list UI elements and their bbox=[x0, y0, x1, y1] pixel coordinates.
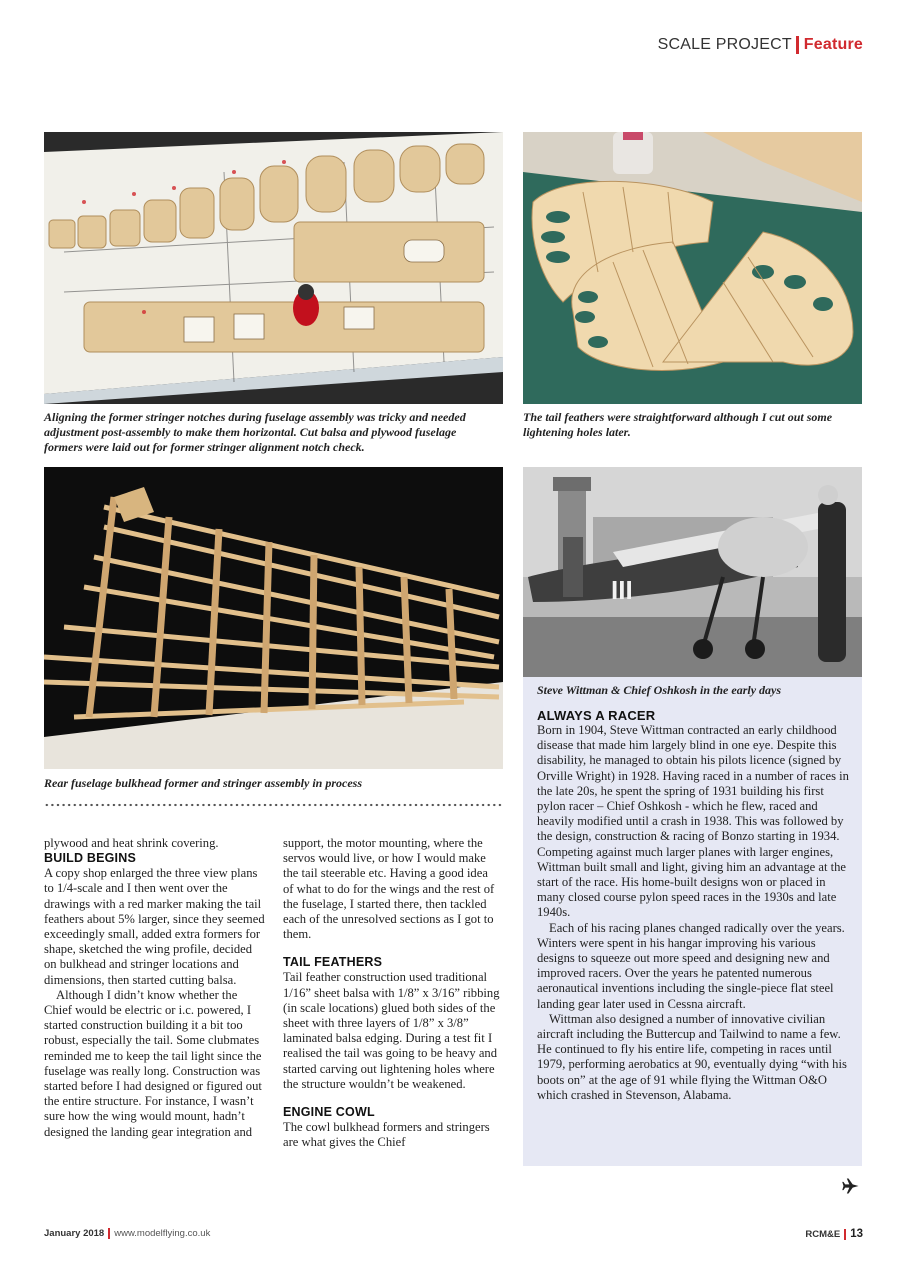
header-divider bbox=[796, 36, 799, 54]
photo-fuselage-assembly bbox=[44, 467, 503, 769]
footer-left bbox=[44, 1228, 210, 1239]
body-column-1 bbox=[44, 836, 266, 1140]
footer-date: January 2018 bbox=[44, 1228, 105, 1239]
page-number: 13 bbox=[850, 1228, 863, 1240]
feature-label: Feature bbox=[803, 36, 863, 53]
heading-tail-feathers: TAIL FEATHERS bbox=[283, 955, 383, 970]
footer-url[interactable]: www.modelflying.co.uk bbox=[114, 1228, 211, 1239]
sidebar-paragraph-3: Wittman also designed a number of innovative civilian aircraft including the Buttercup and Tailwind to name a few. He continued to fly his entire life, competing in races until 1979, performing aerobatics at 90, eventually dying “with his boots on” at the age of 91 while flying the Wittman O&O which crashed in Stevenson, Alabama. bbox=[537, 1011, 847, 1102]
page-header bbox=[658, 36, 863, 54]
caption-formers: Aligning the former stringer notches during fuselage assembly was tricky and needed adjustment post-assembly to make them horizontal. Cut balsa and plywood fuselage formers were laid out for former stringer alignment notch check. bbox=[44, 410, 466, 454]
footer-magazine: RCM&E bbox=[805, 1228, 841, 1240]
photo-tail-feathers bbox=[523, 132, 862, 404]
heading-engine-cowl: ENGINE COWL bbox=[283, 1105, 375, 1120]
caption-tail: The tail feathers were straightforward although I cut out some lightening holes later. bbox=[523, 410, 833, 439]
heading-build-begins: BUILD BEGINS bbox=[44, 851, 136, 866]
footer-divider bbox=[108, 1228, 110, 1239]
plane-number: III bbox=[611, 575, 633, 605]
caption-fuselage: Rear fuselage bulkhead former and stringer assembly in process bbox=[44, 776, 363, 790]
airplane-icon bbox=[840, 1176, 862, 1196]
col1-paragraph-1: A copy shop enlarged the three view plans to 1/4-scale and I then went over the drawings with a red marker making the tail feathers about 5% larger, since they seemed exceedingly small, added extra formers for shape, sketched the wing profile, decided on bulkhead and stringer locations and dimensions, then started cutting balsa. bbox=[44, 866, 265, 987]
footer-divider-right bbox=[844, 1229, 846, 1240]
sidebar-paragraph-2: Each of his racing planes changed radically over the years. Winters were spent in his hangar improving his various designs to squeeze out more speed and designing new and improved racers. Over the years he patented numerous aeronautical inventions including the single-piece flat steel landing gear later used in Cessna aircraft. bbox=[537, 920, 845, 1011]
col2-paragraph-3: The cowl bulkhead formers and stringers are what gives the Chief bbox=[283, 1120, 490, 1150]
sidebar-text bbox=[523, 698, 862, 1103]
col2-paragraph-2: Tail feather construction used traditional 1/16” sheet balsa with 1/8” x 3/16” ribbing (in scale locations) glued both sides of the sheet with three layers of 1/8” x 3/8” laminated balsa edging. During a test fit I realised the tail was going to be heavy and started carving out lightening holes where the structure wouldn’t be weakened. bbox=[283, 970, 500, 1091]
caption-wittman: Steve Wittman & Chief Oshkosh in the early days bbox=[537, 683, 782, 697]
col2-paragraph-1: support, the motor mounting, where the servos would live, or how I would make the tail steerable etc. Having a good idea of what to do for the wings and the rest of the fuselage, I started there, then tackled each of the unresolved sections as I got to them. bbox=[283, 836, 495, 942]
body-column-2 bbox=[283, 836, 500, 1150]
footer-right bbox=[805, 1228, 863, 1240]
photo-wittman-and-plane bbox=[523, 467, 862, 677]
dotted-divider bbox=[44, 803, 502, 807]
photo-formers-on-plans bbox=[44, 132, 503, 404]
col1-lead-text: plywood and heat shrink covering. bbox=[44, 836, 219, 850]
heading-always-a-racer: ALWAYS A RACER bbox=[537, 708, 656, 723]
section-label: SCALE PROJECT bbox=[657, 36, 792, 53]
col1-paragraph-2: Although I didn’t know whether the Chief would be electric or i.c. powered, I started construction building it a bit too robust, especially the tail. Some clubmates reminded me to keep the tail light since the fuselage was really long. Construction was started before I had designed or figured out the entire structure. For instance, I wasn’t sure how the wing would mount, hadn’t designed the landing gear integration and bbox=[44, 987, 262, 1139]
sidebar-always-a-racer bbox=[523, 677, 862, 1166]
sidebar-paragraph-1: Born in 1904, Steve Wittman contracted an early childhood disease that made him largely blind in one eye. Despite this disability, he managed to obtain his pilots licence (signed by Orville Wright) in 1928. Having raced in a number of races in the late 20s, he spent the spring of 1931 building his first pylon racer – Chief Oshkosh - which he flew, raced and heavily modified until a crash in 1938. This was followed by the design, construction & racing of Bonzo starting in 1934. Competing against much larger planes with larger engines, Wittman built small and light, giving him an advantage at the start of the race. His home-built designs won or placed in many closed course pylon speed races in the 1930s and late 1940s. bbox=[537, 723, 849, 920]
